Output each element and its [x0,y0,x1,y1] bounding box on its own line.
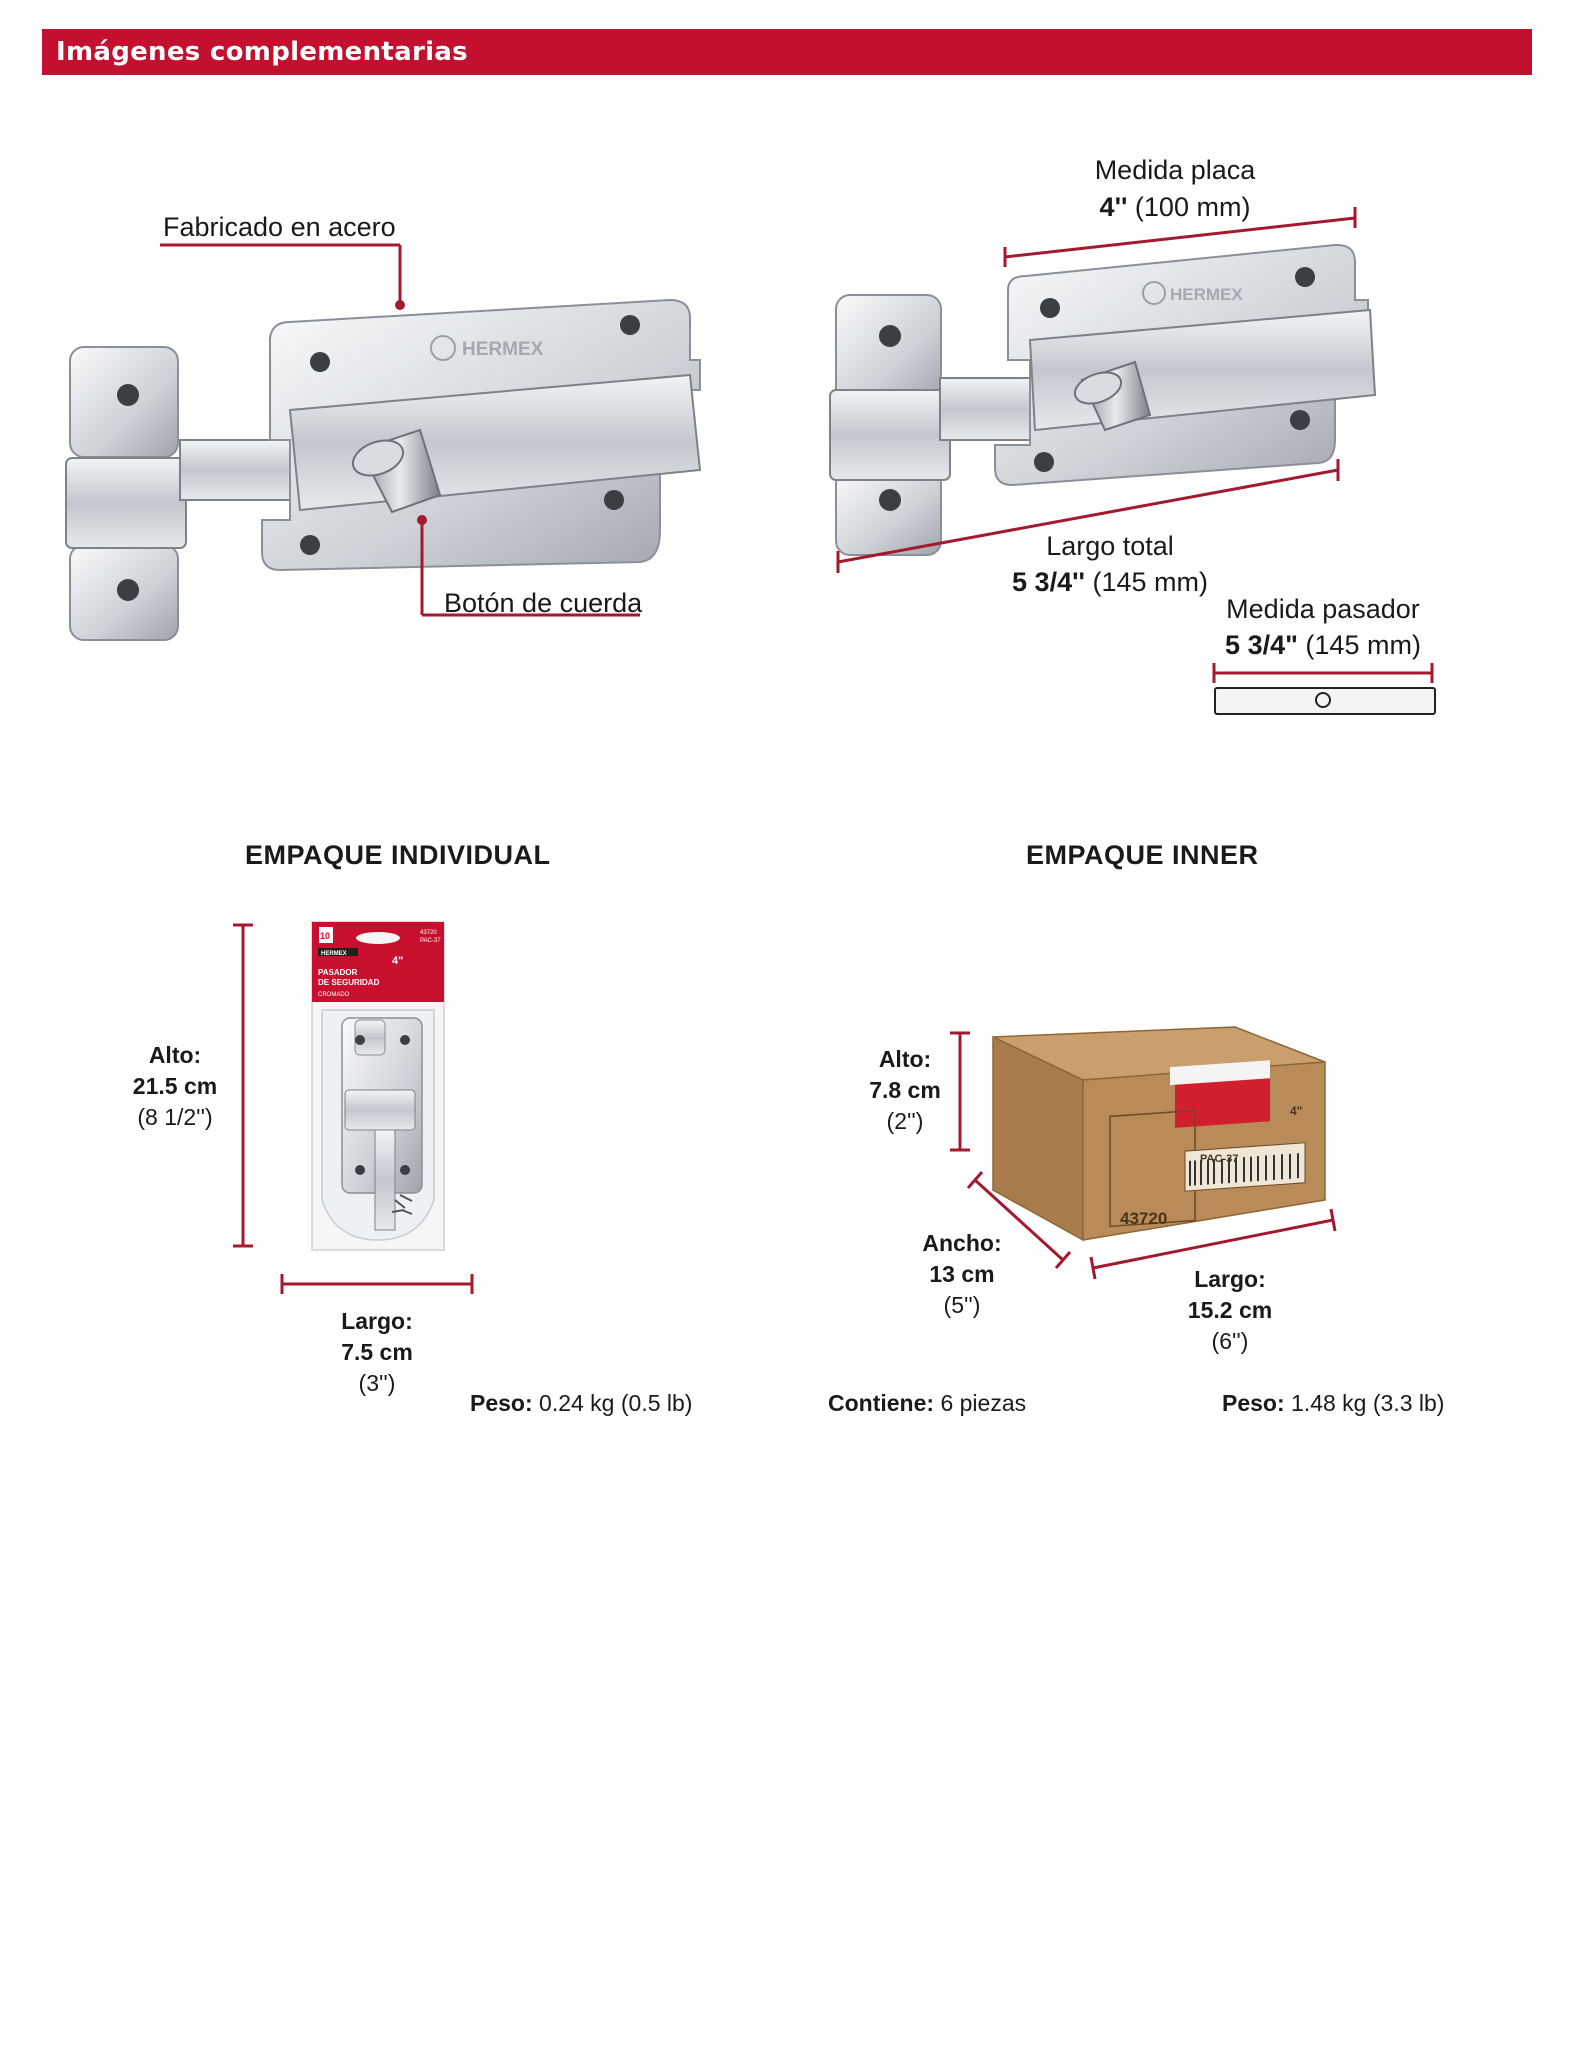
inner-box-image [993,1027,1325,1240]
inner-weight-value: 1.48 kg (3.3 lb) [1291,1390,1445,1416]
pkg-brand: HERMEX [321,951,347,957]
latch-right-logo: HERMEX [1170,285,1243,304]
box-model: PAC-37 [1200,1153,1239,1165]
plate-size-metric: (100 mm) [1134,192,1251,222]
individual-length-in: (3'') [358,1370,396,1396]
inner-weight [1222,1388,1444,1419]
inner-length-label: Largo: [1194,1266,1266,1292]
latch-left-logo: HERMEX [462,339,544,360]
total-title: Largo total [1046,531,1174,561]
inner-length-cm: 15.2 cm [1187,1297,1273,1323]
pin-size-bold: 5 3/4" [1225,630,1298,660]
inner-width [907,1228,1017,1321]
individual-weight-label: Peso: [470,1390,533,1416]
pin-hole [1315,692,1331,708]
pkg-model: PAC-37 [420,938,441,944]
material-callout: Fabricado en acero [163,212,396,242]
individual-height-in: (8 1/2'') [137,1104,213,1130]
inner-height [850,1044,960,1137]
button-callout: Botón de cuerda [444,588,643,618]
individual-height [120,1040,230,1133]
individual-weight [470,1388,692,1419]
inner-weight-label: Peso: [1222,1390,1285,1416]
plate-size-bold: 4'' [1099,192,1128,222]
section-header-title: Imágenes complementarias [56,37,468,67]
individual-weight-value: 0.24 kg (0.5 lb) [539,1390,693,1416]
individual-length-cm: 7.5 cm [341,1339,413,1365]
inner-length-in: (6'') [1211,1328,1249,1354]
individual-height-label: Alto: [148,1042,202,1068]
individual-section-title: EMPAQUE INDIVIDUAL [245,840,551,870]
pkg-name-1: PASADOR [318,968,358,977]
inner-length [1175,1264,1285,1357]
total-size [985,567,1235,598]
pin-title: Medida pasador [1226,594,1420,624]
inner-width-cm: 13 cm [929,1261,995,1287]
individual-package-image [312,922,444,1250]
total-size-bold: 5 3/4'' [1012,567,1085,597]
inner-section-title: EMPAQUE INNER [1026,840,1259,870]
individual-length-label: Largo: [341,1308,413,1334]
box-size: 4" [1290,1104,1303,1118]
inner-width-in: (5'') [943,1292,981,1318]
inner-height-in: (2'') [886,1108,924,1134]
individual-length [322,1306,432,1399]
pkg-size: 4" [392,955,404,967]
inner-contains-value: 6 piezas [940,1390,1027,1416]
pin-size [1200,630,1446,661]
plate-title: Medida placa [1094,155,1256,185]
inner-height-cm: 7.8 cm [869,1077,941,1103]
pkg-badge: 10 [320,931,331,941]
inner-contains-label: Contiene: [828,1390,935,1416]
pkg-finish: CROMADO [318,992,350,998]
pin-diagram [1214,687,1436,715]
box-sku: 43720 [1120,1209,1168,1228]
latch-right-image [830,245,1375,555]
pin-size-metric: (145 mm) [1305,630,1421,660]
individual-height-cm: 21.5 cm [132,1073,218,1099]
inner-height-label: Alto: [878,1046,932,1072]
pkg-sku: 43720 [420,930,437,936]
inner-width-label: Ancho: [922,1230,1002,1256]
pkg-name-2: DE SEGURIDAD [318,978,380,987]
plate-size [1045,192,1305,223]
total-size-metric: (145 mm) [1092,567,1208,597]
inner-contains [828,1388,1026,1419]
